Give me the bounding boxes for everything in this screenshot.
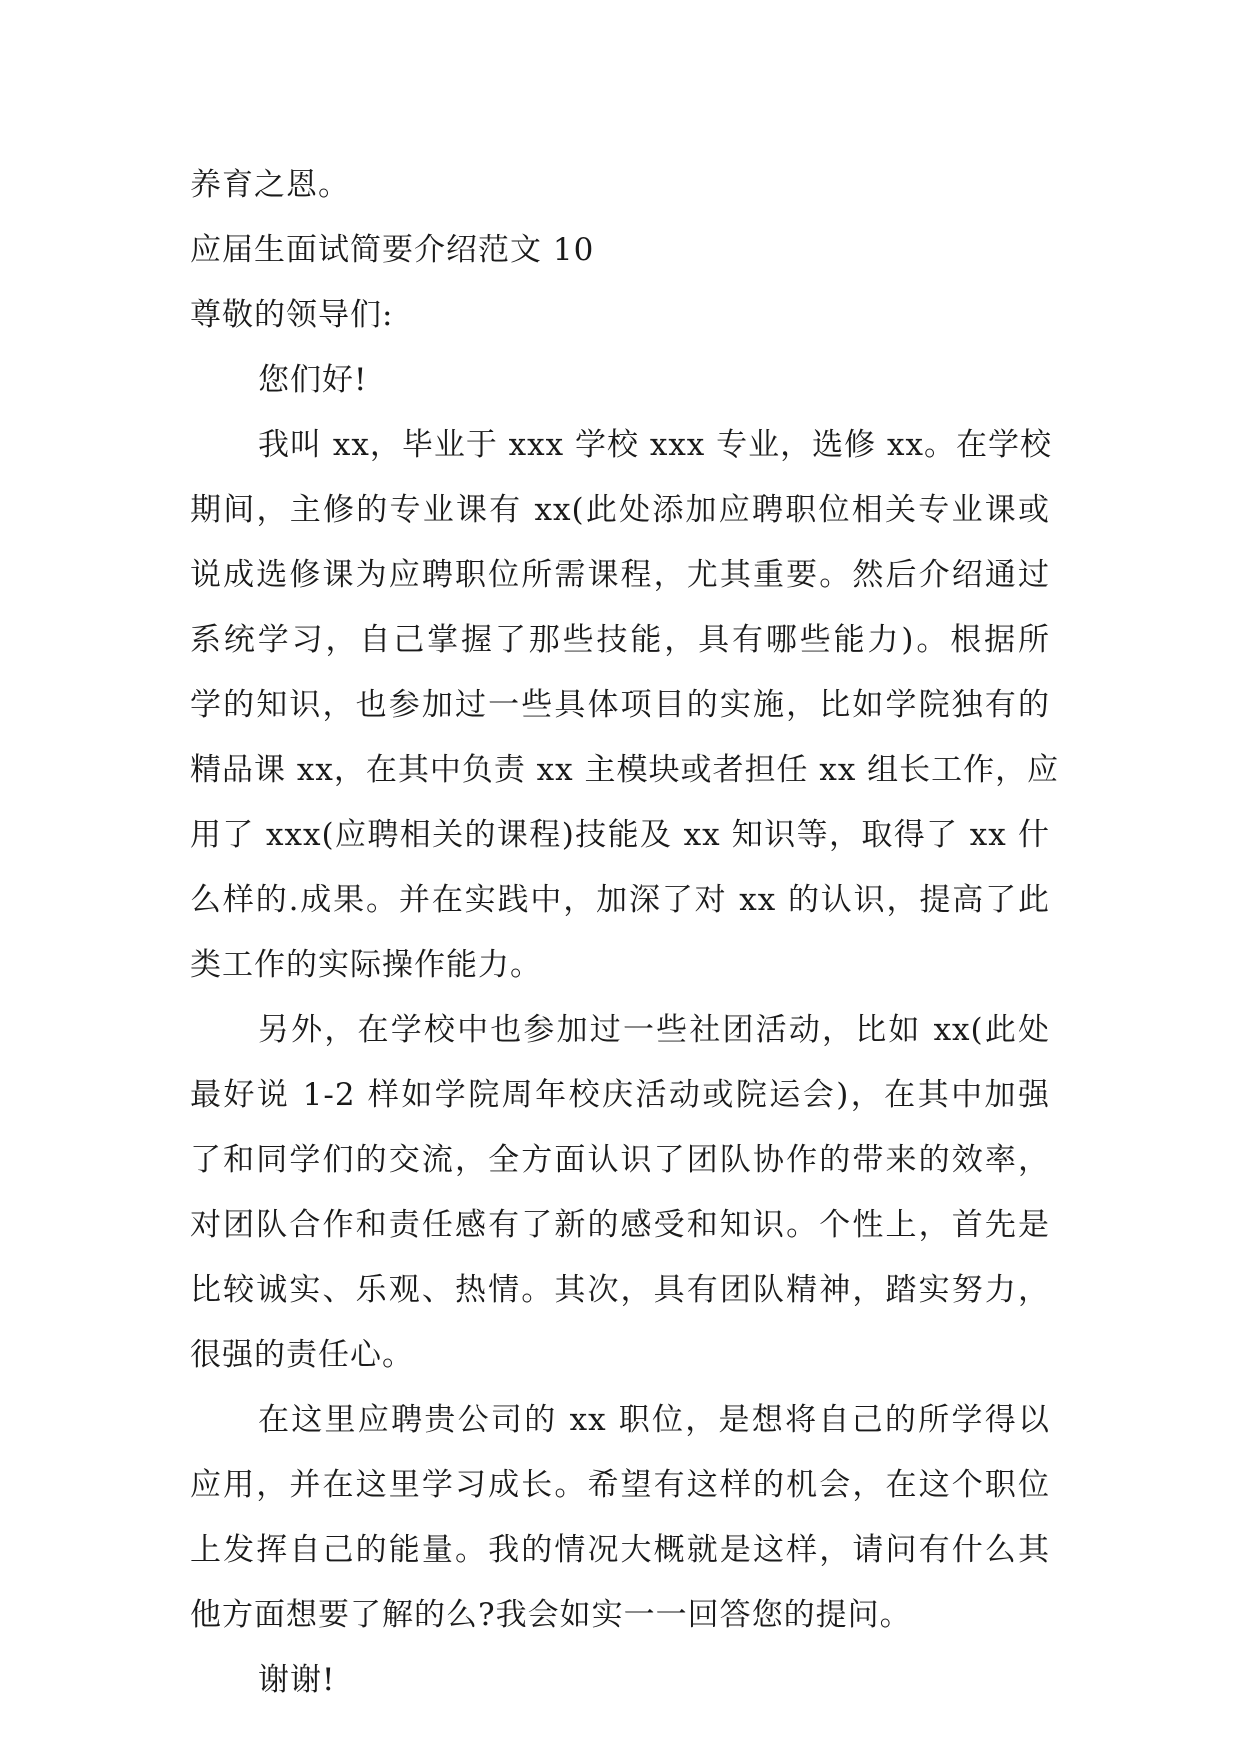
document-body	[190, 153, 1060, 1713]
salutation: 尊敬的领导们:	[190, 297, 394, 333]
closing: 谢谢!	[258, 1662, 336, 1698]
text-line: 系统学习，自己掌握了那些技能，具有哪些能力)。根据所	[190, 622, 1050, 658]
text-line: 学的知识，也参加过一些具体项目的实施，比如学院独有的	[190, 687, 1050, 723]
text-line: 我叫 xx，毕业于 xxx 学校 xxx 专业，选修 xx。在学校	[258, 427, 1052, 463]
text-line: 在这里应聘贵公司的 xx 职位，是想将自己的所学得以	[258, 1402, 1050, 1438]
text-line: 期间，主修的专业课有 xx(此处添加应聘职位相关专业课或	[190, 492, 1050, 528]
greeting: 您们好!	[258, 362, 368, 398]
text-line: 精品课 xx，在其中负责 xx 主模块或者担任 xx 组长工作，应	[190, 752, 1060, 788]
text-line: 上发挥自己的能量。我的情况大概就是这样，请问有什么其	[190, 1532, 1050, 1568]
text-line: 另外，在学校中也参加过一些社团活动，比如 xx(此处	[258, 1012, 1050, 1048]
section-title: 应届生面试简要介绍范文 10	[190, 232, 595, 268]
text-line: 说成选修课为应聘职位所需课程，尤其重要。然后介绍通过	[190, 557, 1050, 593]
text-line: 用了 xxx(应聘相关的课程)技能及 xx 知识等，取得了 xx 什	[190, 817, 1050, 853]
text-line: 他方面想要了解的么?我会如实一一回答您的提问。	[190, 1597, 912, 1633]
text-line: 应用，并在这里学习成长。希望有这样的机会，在这个职位	[190, 1467, 1050, 1503]
text-line: 么样的.成果。并在实践中，加深了对 xx 的认识，提高了此	[190, 882, 1050, 918]
text-line: 对团队合作和责任感有了新的感受和知识。个性上，首先是	[190, 1207, 1050, 1243]
text-line: 类工作的实际操作能力。	[190, 947, 542, 983]
text-line: 比较诚实、乐观、热情。其次，具有团队精神，踏实努力，	[190, 1272, 1050, 1308]
text-line: 最好说 1-2 样如学院周年校庆活动或院运会)，在其中加强	[190, 1077, 1050, 1113]
text-line: 了和同学们的交流，全方面认识了团队协作的带来的效率，	[190, 1142, 1050, 1178]
text-line: 养育之恩。	[190, 167, 350, 203]
text-line: 很强的责任心。	[190, 1337, 414, 1373]
